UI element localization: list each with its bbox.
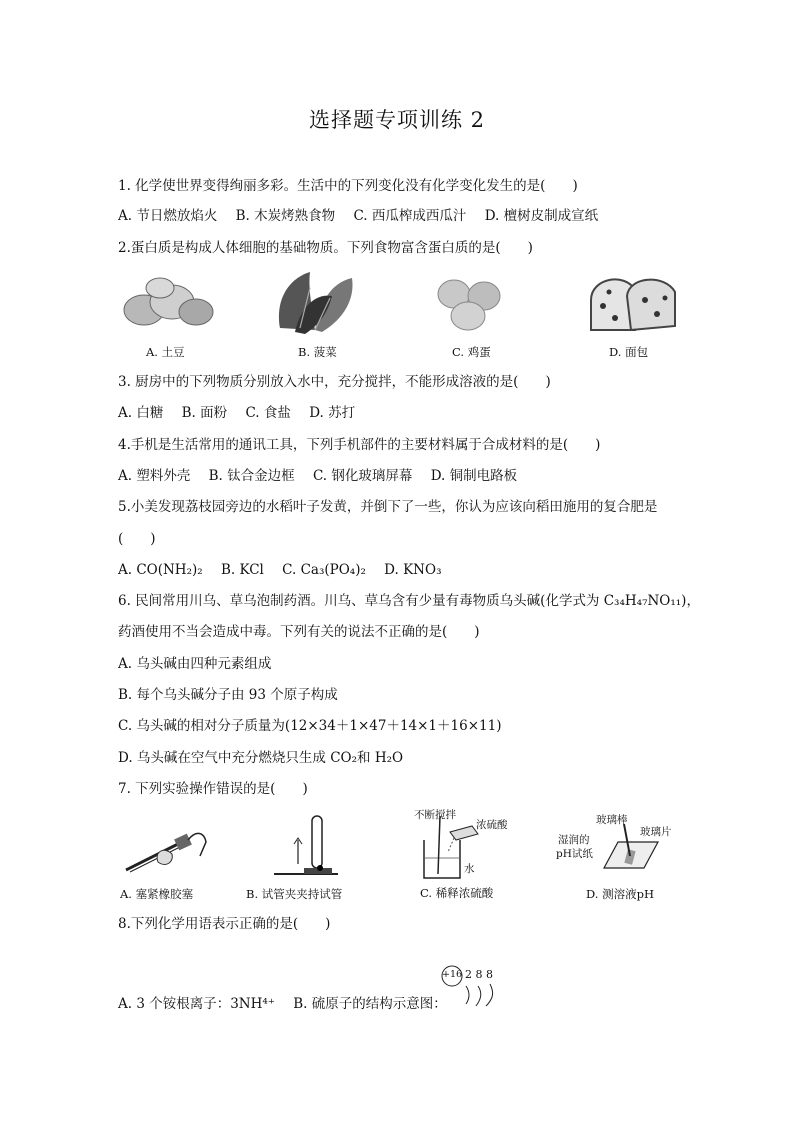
shell-electrons: 2 8 8 bbox=[465, 968, 493, 981]
q4-option-d[interactable]: D. 铜制电路板 bbox=[430, 468, 518, 484]
question-6-stem-line2: 药酒使用不当会造成中毒。下列有关的说法不正确的是( ) bbox=[118, 624, 480, 640]
label-glass: 玻璃片 bbox=[640, 826, 672, 838]
label-paper-2: pH试纸 bbox=[556, 848, 593, 860]
q8-option-b[interactable]: B. 硫原子的结构示意图： bbox=[293, 996, 447, 1012]
label-water: 水 bbox=[464, 863, 475, 875]
q6-option-b[interactable]: B. 每个乌头碱分子由 93 个原子构成 bbox=[118, 687, 338, 703]
q3-option-a[interactable]: A. 白糖 bbox=[118, 405, 164, 421]
q6-option-a[interactable]: A. 乌头碱由四种元素组成 bbox=[118, 656, 272, 672]
bread-image bbox=[585, 270, 680, 336]
q5-option-b[interactable]: B. KCl bbox=[220, 562, 264, 578]
spinach-image bbox=[270, 268, 360, 336]
q4-option-a[interactable]: A. 塑料外壳 bbox=[118, 468, 191, 484]
question-4-stem: 4.手机是生活常用的通讯工具，下列手机部件的主要材料属于合成材料的是( ) bbox=[118, 437, 601, 453]
question-5-options bbox=[118, 561, 455, 579]
q2-caption-c[interactable]: C. 鸡蛋 bbox=[452, 345, 491, 359]
q7-caption-d[interactable]: D. 测溶液pH bbox=[586, 887, 655, 901]
q1-option-c[interactable]: C. 西瓜榨成西瓜汁 bbox=[353, 208, 467, 224]
q8-option-a[interactable]: A. 3 个铵根离子：3NH⁴⁺ bbox=[118, 996, 275, 1012]
question-6-stem-line1: 6. 民间常用川乌、草乌泡制药酒。川乌、草乌含有少量有毒物质乌头碱(化学式为 C₃₄H₄₇NO₁₁)， bbox=[118, 593, 700, 609]
q1-option-a[interactable]: A. 节日燃放焰火 bbox=[118, 208, 218, 224]
q6-option-d[interactable]: D. 乌头碱在空气中充分燃烧只生成 CO₂和 H₂O bbox=[118, 750, 404, 766]
q7-caption-a[interactable]: A. 塞紧橡胶塞 bbox=[120, 887, 194, 901]
question-5-stem: 5.小美发现荔枝园旁边的水稻叶子发黄，并倒下了一些，你认为应该向稻田施用的复合肥是 bbox=[118, 499, 658, 515]
label-acid: 浓硫酸 bbox=[476, 819, 508, 831]
question-8-stem: 8.下列化学用语表示正确的是( ) bbox=[118, 916, 331, 932]
q7-caption-b[interactable]: B. 试管夹夹持试管 bbox=[246, 887, 343, 901]
q6-option-c[interactable]: C. 乌头碱的相对分子质量为(12×34＋1×47＋14×1＋16×11) bbox=[118, 718, 502, 734]
q3-option-b[interactable]: B. 面粉 bbox=[181, 405, 228, 421]
q3-option-c[interactable]: C. 食盐 bbox=[245, 405, 291, 421]
q2-caption-d[interactable]: D. 面包 bbox=[609, 345, 649, 359]
question-3-stem: 3. 厨房中的下列物质分别放入水中，充分搅拌，不能形成溶液的是( ) bbox=[118, 374, 551, 390]
q5-option-c[interactable]: C. Ca₃(PO₄)₂ bbox=[282, 562, 366, 578]
q1-option-b[interactable]: B. 木炭烤熟食物 bbox=[235, 208, 336, 224]
label-paper-1: 湿润的 bbox=[558, 834, 590, 846]
page-title: 选择题专项训练 2 bbox=[308, 108, 486, 132]
nucleus-label: +16 bbox=[442, 969, 463, 980]
stopper-image bbox=[118, 822, 218, 878]
q7-caption-c[interactable]: C. 稀释浓硫酸 bbox=[420, 886, 494, 900]
q5-option-d[interactable]: D. KNO₃ bbox=[384, 562, 442, 578]
question-8-options bbox=[118, 995, 461, 1013]
q3-option-d[interactable]: D. 苏打 bbox=[309, 405, 356, 421]
label-rod: 玻璃棒 bbox=[596, 814, 628, 826]
q4-option-b[interactable]: B. 钛合金边框 bbox=[208, 468, 295, 484]
question-1-stem: 1. 化学使世界变得绚丽多彩。生活中的下列变化没有化学变化发生的是( ) bbox=[118, 178, 578, 194]
question-3-options bbox=[118, 404, 369, 422]
question-4-options bbox=[118, 467, 531, 485]
eggs-image bbox=[430, 274, 510, 334]
q5-option-a[interactable]: A. CO(NH₂)₂ bbox=[118, 562, 203, 578]
q4-option-c[interactable]: C. 钢化玻璃屏幕 bbox=[312, 468, 413, 484]
question-5-stem-cont: ( ) bbox=[118, 531, 156, 547]
question-2-stem: 2.蛋白质是构成人体细胞的基础物质。下列食物富含蛋白质的是( ) bbox=[118, 240, 533, 256]
question-7-stem: 7. 下列实验操作错误的是( ) bbox=[118, 781, 308, 797]
label-stir: 不断搅拌 bbox=[414, 809, 456, 821]
q2-caption-b[interactable]: B. 菠菜 bbox=[298, 345, 337, 359]
potato-image bbox=[120, 272, 216, 332]
q1-option-d[interactable]: D. 檀树皮制成宣纸 bbox=[484, 208, 599, 224]
q2-caption-a[interactable]: A. 土豆 bbox=[146, 345, 185, 359]
test-tube-clamp-image bbox=[268, 812, 348, 882]
question-1-options bbox=[118, 207, 612, 225]
